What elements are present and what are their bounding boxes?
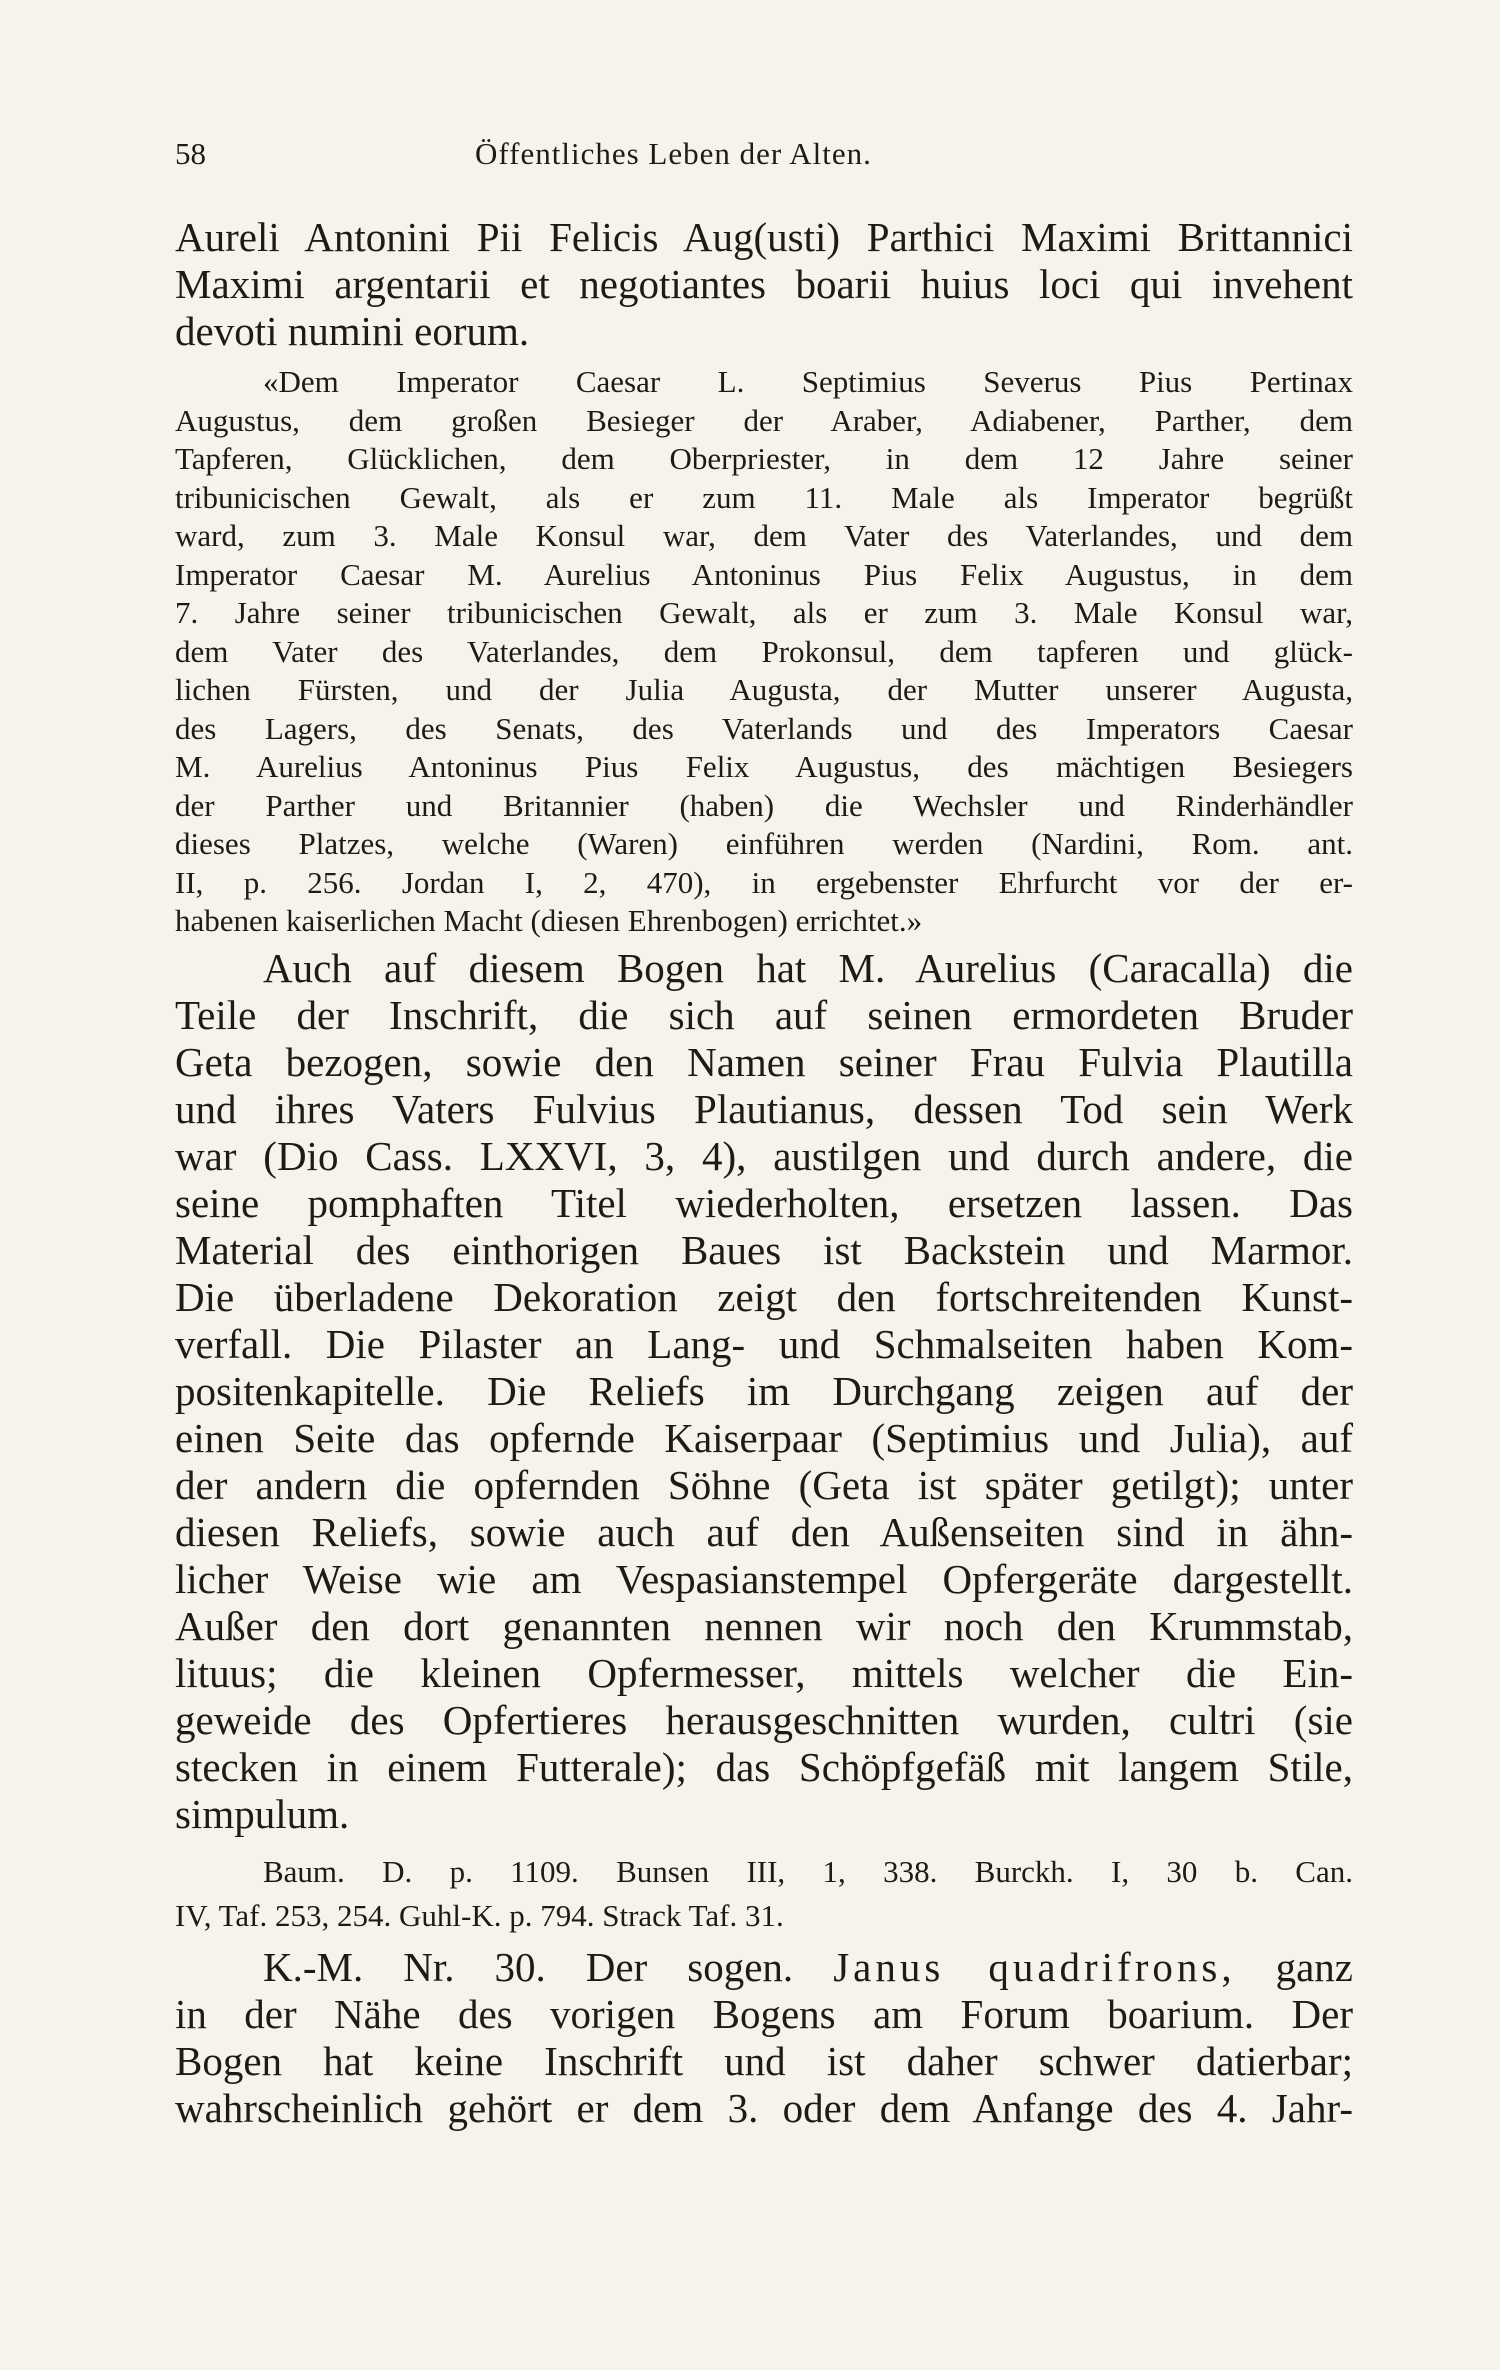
text-line: Außer den dort genannten nennen wir noch den Krummstab,	[175, 1602, 1353, 1649]
text-line: geweide des Opfertieres herausgeschnitten wurden, cultri (sie	[175, 1696, 1353, 1743]
text-line: M. Aurelius Antoninus Pius Felix Augustus, des mächtigen Besiegers	[175, 749, 1353, 784]
text-line: II, p. 256. Jordan I, 2, 470), in ergebenster Ehrfurcht vor der er-	[175, 864, 1353, 900]
text-line: Imperator Caesar M. Aurelius Antoninus Pius Felix Augustus, in dem	[175, 556, 1353, 592]
text-fragment: ganz	[1275, 1943, 1354, 1990]
running-title: Öffentliches Leben der Alten.	[475, 136, 872, 171]
page-body	[175, 214, 1353, 2132]
text-line: dem Vater des Vaterlandes, dem Prokonsul, dem tapferen und glück-	[175, 633, 1353, 669]
text-line: und ihres Vaters Fulvius Plautianus, dessen Tod sein Werk	[175, 1085, 1353, 1132]
text-line: «Dem Imperator Caesar L. Septimius Severus Pius Pertinax	[263, 364, 1353, 399]
text-line: Augustus, dem großen Besieger der Araber, Adiabener, Parther, dem	[175, 402, 1353, 438]
description-paragraph	[175, 945, 1353, 1838]
text-line: des Lagers, des Senats, des Vaterlands und des Imperators Caesar	[175, 710, 1353, 746]
text-line: in der Nähe des vorigen Bogens am Forum boarium. Der	[175, 1990, 1353, 2037]
bibliography-citation	[175, 1850, 1353, 1938]
text-line: devoti numini eorum.	[175, 308, 530, 354]
text-line: lichen Fürsten, und der Julia Augusta, der Mutter unserer Augusta,	[175, 672, 1353, 707]
text-line: wahrscheinlich gehört er dem 3. oder dem Anfange des 4. Jahr-	[175, 2084, 1353, 2131]
text-line: der Parther und Britannier (haben) die Wechsler und Rinderhändler	[175, 787, 1353, 823]
text-line: seine pomphaften Titel wiederholten, ersetzen lassen. Das	[175, 1179, 1353, 1226]
text-line: tribunicischen Gewalt, als er zum 11. Male als Imperator begrüßt	[175, 479, 1353, 515]
text-line: dieses Platzes, welche (Waren) einführen werden (Nardini, Rom. ant.	[175, 826, 1353, 861]
text-line: positenkapitelle. Die Reliefs im Durchgang zeigen auf der	[175, 1367, 1353, 1414]
text-line: verfall. Die Pilaster an Lang- und Schmalseiten haben Kom-	[175, 1320, 1353, 1367]
text-line: Auch auf diesem Bogen hat M. Aurelius (Caracalla) die	[263, 944, 1353, 991]
text-line: war (Dio Cass. LXXVI, 3, 4), austilgen und durch andere, die	[175, 1132, 1353, 1179]
text-line: habenen kaiserlichen Macht (diesen Ehrenbogen) errichtet.»	[175, 903, 923, 938]
text-line: Material des einthorigen Baues ist Backstein und Marmor.	[175, 1226, 1353, 1273]
text-line: 7. Jahre seiner tribunicischen Gewalt, als er zum 3. Male Konsul war,	[175, 595, 1353, 630]
catalog-reference: K.-M. Nr. 30. Der sogen.	[263, 1943, 794, 1990]
text-line: lituus; die kleinen Opfermesser, mittels welcher die Ein-	[175, 1649, 1353, 1696]
text-line: stecken in einem Futterale); das Schöpfgefäß mit langem Stile,	[175, 1743, 1353, 1790]
text-line: ward, zum 3. Male Konsul war, dem Vater des Vaterlandes, und dem	[175, 518, 1353, 553]
text-line: Tapferen, Glücklichen, dem Oberpriester, in dem 12 Jahre seiner	[175, 441, 1353, 476]
text-line: diesen Reliefs, sowie auch auf den Außenseiten sind in ähn-	[175, 1508, 1353, 1555]
text-line: einen Seite das opfernde Kaiserpaar (Septimius und Julia), auf	[175, 1414, 1353, 1461]
text-line: Maximi argentarii et negotiantes boarii huius loci qui invehent	[175, 261, 1353, 307]
inscription-latin-paragraph	[175, 214, 1353, 355]
text-line: Aureli Antonini Pii Felicis Aug(usti) Parthici Maximi Brittannici	[175, 214, 1353, 260]
text-line: simpulum.	[175, 1790, 350, 1837]
text-line: Bogen hat keine Inschrift und ist daher schwer datierbar;	[175, 2037, 1353, 2084]
text-line: IV, Taf. 253, 254. Guhl-K. p. 794. Strack Taf. 31.	[175, 1897, 784, 1933]
text-line: der andern die opfernden Söhne (Geta ist später getilgt); unter	[175, 1461, 1353, 1508]
janus-paragraph	[175, 1944, 1353, 2132]
text-line: Teile der Inschrift, die sich auf seinen ermordeten Bruder	[175, 991, 1353, 1038]
text-line: Die überladene Dekoration zeigt den fortschreitenden Kunst-	[175, 1273, 1353, 1320]
text-line: Geta bezogen, sowie den Namen seiner Frau Fulvia Plautilla	[175, 1038, 1353, 1085]
text-line: Baum. D. p. 1109. Bunsen III, 1, 338. Burckh. I, 30 b. Can.	[263, 1853, 1353, 1889]
page-number: 58	[175, 136, 206, 171]
monument-name-spaced: Janus quadrifrons,	[833, 1943, 1236, 1990]
inscription-translation-paragraph	[175, 363, 1353, 941]
text-line: licher Weise wie am Vespasianstempel Opfergeräte dargestellt.	[175, 1555, 1353, 1602]
text-line	[175, 1944, 1353, 1991]
